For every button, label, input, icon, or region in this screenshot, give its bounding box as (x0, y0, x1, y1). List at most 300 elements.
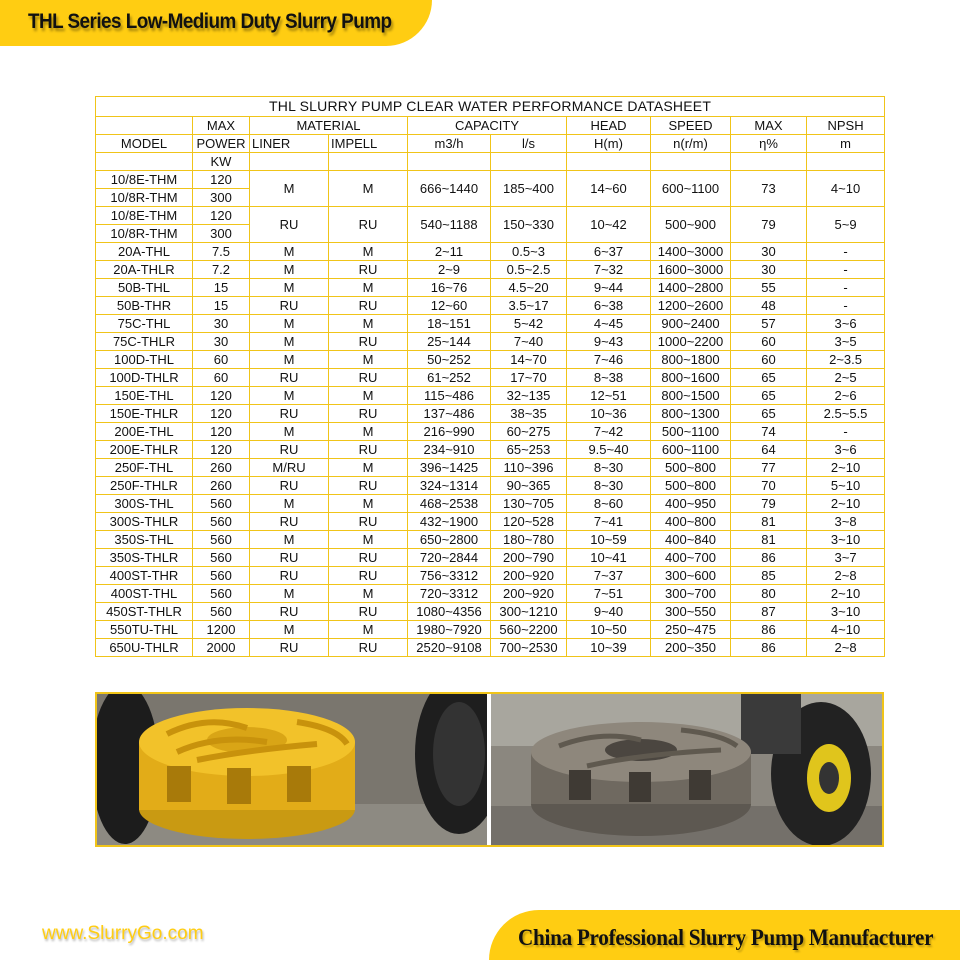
capacity-ls-cell: 150~330 (491, 207, 567, 243)
liner-cell: M (250, 585, 329, 603)
impell-cell: M (329, 423, 408, 441)
head-cell: 7~42 (567, 423, 651, 441)
efficiency-cell: 85 (731, 567, 807, 585)
power-cell: 260 (193, 477, 250, 495)
header-model: MODEL (96, 135, 193, 153)
capacity-ls-cell: 185~400 (491, 171, 567, 207)
footer-slogan: China Professional Slurry Pump Manufacturer (518, 925, 934, 950)
speed-cell: 1200~2600 (651, 297, 731, 315)
power-cell: 120 (193, 423, 250, 441)
head-cell: 10~59 (567, 531, 651, 549)
npsh-cell: 5~10 (807, 477, 885, 495)
head-cell: 7~41 (567, 513, 651, 531)
impell-cell: M (329, 171, 408, 207)
table-row (96, 639, 885, 657)
impell-cell: M (329, 315, 408, 333)
efficiency-cell: 48 (731, 297, 807, 315)
head-cell: 10~36 (567, 405, 651, 423)
efficiency-cell: 73 (731, 171, 807, 207)
model-cell: 450ST-THLR (96, 603, 193, 621)
head-cell: 9~44 (567, 279, 651, 297)
power-cell: 7.5 (193, 243, 250, 261)
npsh-cell: 5~9 (807, 207, 885, 243)
header-material: MATERIAL (250, 117, 408, 135)
capacity-m3h-cell: 720~2844 (408, 549, 491, 567)
npsh-cell: 3~5 (807, 333, 885, 351)
performance-datasheet (95, 96, 885, 657)
liner-cell: RU (250, 639, 329, 657)
efficiency-cell: 81 (731, 513, 807, 531)
power-cell: 15 (193, 279, 250, 297)
impell-cell: M (329, 585, 408, 603)
header-liner: LINER (250, 135, 329, 153)
speed-cell: 1600~3000 (651, 261, 731, 279)
table-row (96, 495, 885, 513)
table-title-row (96, 97, 885, 117)
impell-cell: M (329, 621, 408, 639)
capacity-ls-cell: 4.5~20 (491, 279, 567, 297)
npsh-cell: - (807, 279, 885, 297)
model-cell: 50B-THL (96, 279, 193, 297)
header-impell: IMPELL (329, 135, 408, 153)
header-hm: H(m) (567, 135, 651, 153)
npsh-cell: 2~10 (807, 459, 885, 477)
model-cell: 100D-THLR (96, 369, 193, 387)
speed-cell: 300~700 (651, 585, 731, 603)
model-cell: 300S-THLR (96, 513, 193, 531)
impell-cell: RU (329, 441, 408, 459)
model-cell: 650U-THLR (96, 639, 193, 657)
liner-cell: RU (250, 603, 329, 621)
capacity-m3h-cell: 1080~4356 (408, 603, 491, 621)
liner-cell: M (250, 171, 329, 207)
power-cell: 7.2 (193, 261, 250, 279)
table-row (96, 567, 885, 585)
capacity-m3h-cell: 2520~9108 (408, 639, 491, 657)
capacity-m3h-cell: 216~990 (408, 423, 491, 441)
impell-cell: RU (329, 603, 408, 621)
speed-cell: 300~550 (651, 603, 731, 621)
model-cell: 150E-THLR (96, 405, 193, 423)
header-row-3 (96, 153, 885, 171)
efficiency-cell: 64 (731, 441, 807, 459)
head-cell: 14~60 (567, 171, 651, 207)
capacity-ls-cell: 60~275 (491, 423, 567, 441)
capacity-m3h-cell: 50~252 (408, 351, 491, 369)
speed-cell: 400~840 (651, 531, 731, 549)
efficiency-cell: 65 (731, 387, 807, 405)
head-cell: 7~32 (567, 261, 651, 279)
header-ls: l/s (491, 135, 567, 153)
npsh-cell: 3~6 (807, 441, 885, 459)
model-cell: 350S-THLR (96, 549, 193, 567)
model-cell: 10/8R-THM (96, 189, 193, 207)
head-cell: 10~42 (567, 207, 651, 243)
table-row (96, 441, 885, 459)
npsh-cell: 2~8 (807, 567, 885, 585)
liner-cell: M (250, 261, 329, 279)
capacity-ls-cell: 180~780 (491, 531, 567, 549)
liner-cell: M (250, 243, 329, 261)
head-cell: 9.5~40 (567, 441, 651, 459)
model-cell: 100D-THL (96, 351, 193, 369)
power-cell: 30 (193, 315, 250, 333)
model-cell: 200E-THLR (96, 441, 193, 459)
model-cell: 10/8E-THM (96, 207, 193, 225)
capacity-ls-cell: 200~920 (491, 585, 567, 603)
impell-cell: M (329, 279, 408, 297)
header-speed: SPEED (651, 117, 731, 135)
header-kw: KW (193, 153, 250, 171)
liner-cell: M (250, 621, 329, 639)
capacity-m3h-cell: 2~9 (408, 261, 491, 279)
head-cell: 8~30 (567, 477, 651, 495)
header-max-power: MAX (193, 117, 250, 135)
capacity-m3h-cell: 2~11 (408, 243, 491, 261)
model-cell: 200E-THL (96, 423, 193, 441)
capacity-ls-cell: 130~705 (491, 495, 567, 513)
speed-cell: 500~800 (651, 459, 731, 477)
liner-cell: M (250, 279, 329, 297)
npsh-cell: 2~3.5 (807, 351, 885, 369)
npsh-cell: 4~10 (807, 171, 885, 207)
capacity-m3h-cell: 720~3312 (408, 585, 491, 603)
impell-cell: RU (329, 333, 408, 351)
npsh-cell: 2~10 (807, 585, 885, 603)
power-cell: 120 (193, 441, 250, 459)
model-cell: 400ST-THL (96, 585, 193, 603)
liner-cell: M (250, 495, 329, 513)
efficiency-cell: 30 (731, 261, 807, 279)
header-row-1 (96, 117, 885, 135)
impell-cell: M (329, 243, 408, 261)
website-link[interactable]: www.SlurryGo.com (42, 923, 204, 944)
header-nrm: n(r/m) (651, 135, 731, 153)
speed-cell: 800~1600 (651, 369, 731, 387)
liner-cell: RU (250, 297, 329, 315)
table-row (96, 369, 885, 387)
capacity-ls-cell: 200~920 (491, 567, 567, 585)
efficiency-cell: 60 (731, 333, 807, 351)
power-cell: 260 (193, 459, 250, 477)
capacity-ls-cell: 90~365 (491, 477, 567, 495)
capacity-ls-cell: 0.5~2.5 (491, 261, 567, 279)
capacity-m3h-cell: 25~144 (408, 333, 491, 351)
capacity-ls-cell: 120~528 (491, 513, 567, 531)
speed-cell: 400~700 (651, 549, 731, 567)
liner-cell: RU (250, 477, 329, 495)
yellow-impeller-photo (97, 694, 487, 845)
power-cell: 560 (193, 567, 250, 585)
liner-cell: RU (250, 207, 329, 243)
speed-cell: 800~1500 (651, 387, 731, 405)
power-cell: 300 (193, 189, 250, 207)
liner-cell: M (250, 387, 329, 405)
capacity-ls-cell: 560~2200 (491, 621, 567, 639)
capacity-ls-cell: 5~42 (491, 315, 567, 333)
table-row (96, 297, 885, 315)
efficiency-cell: 70 (731, 477, 807, 495)
power-cell: 30 (193, 333, 250, 351)
power-cell: 560 (193, 585, 250, 603)
table-row (96, 171, 885, 189)
npsh-cell: 3~8 (807, 513, 885, 531)
impell-cell: RU (329, 477, 408, 495)
impell-cell: M (329, 495, 408, 513)
table-row (96, 261, 885, 279)
model-cell: 150E-THL (96, 387, 193, 405)
model-cell: 20A-THLR (96, 261, 193, 279)
capacity-ls-cell: 38~35 (491, 405, 567, 423)
table-row (96, 315, 885, 333)
table-row (96, 531, 885, 549)
model-cell: 250F-THLR (96, 477, 193, 495)
speed-cell: 500~900 (651, 207, 731, 243)
liner-cell: M (250, 531, 329, 549)
npsh-cell: 2~5 (807, 369, 885, 387)
header-blank (491, 153, 567, 171)
table-row (96, 603, 885, 621)
efficiency-cell: 80 (731, 585, 807, 603)
model-cell: 50B-THR (96, 297, 193, 315)
capacity-ls-cell: 32~135 (491, 387, 567, 405)
efficiency-cell: 60 (731, 351, 807, 369)
header-blank (329, 153, 408, 171)
power-cell: 1200 (193, 621, 250, 639)
speed-cell: 400~950 (651, 495, 731, 513)
speed-cell: 1400~3000 (651, 243, 731, 261)
power-cell: 560 (193, 603, 250, 621)
impell-cell: RU (329, 207, 408, 243)
speed-cell: 900~2400 (651, 315, 731, 333)
capacity-m3h-cell: 12~60 (408, 297, 491, 315)
speed-cell: 400~800 (651, 513, 731, 531)
capacity-m3h-cell: 666~1440 (408, 171, 491, 207)
liner-cell: RU (250, 513, 329, 531)
power-cell: 560 (193, 531, 250, 549)
table-row (96, 477, 885, 495)
npsh-cell: 3~10 (807, 531, 885, 549)
head-cell: 6~37 (567, 243, 651, 261)
liner-cell: M/RU (250, 459, 329, 477)
capacity-m3h-cell: 756~3312 (408, 567, 491, 585)
impell-cell: RU (329, 549, 408, 567)
liner-cell: M (250, 351, 329, 369)
efficiency-cell: 55 (731, 279, 807, 297)
power-cell: 120 (193, 207, 250, 225)
impell-cell: RU (329, 369, 408, 387)
power-cell: 560 (193, 549, 250, 567)
head-cell: 8~38 (567, 369, 651, 387)
npsh-cell: 2~8 (807, 639, 885, 657)
npsh-cell: - (807, 297, 885, 315)
speed-cell: 200~350 (651, 639, 731, 657)
header-m3h: m3/h (408, 135, 491, 153)
npsh-cell: 2~6 (807, 387, 885, 405)
efficiency-cell: 79 (731, 495, 807, 513)
impell-cell: M (329, 459, 408, 477)
capacity-m3h-cell: 396~1425 (408, 459, 491, 477)
efficiency-cell: 74 (731, 423, 807, 441)
model-cell: 75C-THL (96, 315, 193, 333)
table-row (96, 585, 885, 603)
header-blank (96, 117, 193, 135)
speed-cell: 1400~2800 (651, 279, 731, 297)
head-cell: 8~30 (567, 459, 651, 477)
power-cell: 300 (193, 225, 250, 243)
capacity-m3h-cell: 432~1900 (408, 513, 491, 531)
impell-cell: M (329, 387, 408, 405)
table-row (96, 459, 885, 477)
npsh-cell: 4~10 (807, 621, 885, 639)
impell-cell: RU (329, 297, 408, 315)
liner-cell: RU (250, 567, 329, 585)
impell-cell: RU (329, 639, 408, 657)
model-cell: 10/8E-THM (96, 171, 193, 189)
table-row (96, 549, 885, 567)
capacity-ls-cell: 3.5~17 (491, 297, 567, 315)
efficiency-cell: 77 (731, 459, 807, 477)
liner-cell: RU (250, 405, 329, 423)
speed-cell: 1000~2200 (651, 333, 731, 351)
header-blank (807, 153, 885, 171)
impell-cell: RU (329, 405, 408, 423)
capacity-ls-cell: 700~2530 (491, 639, 567, 657)
npsh-cell: - (807, 423, 885, 441)
efficiency-cell: 65 (731, 405, 807, 423)
power-cell: 120 (193, 387, 250, 405)
table-row (96, 333, 885, 351)
header-power: POWER (193, 135, 250, 153)
header-head: HEAD (567, 117, 651, 135)
efficiency-cell: 81 (731, 531, 807, 549)
power-cell: 2000 (193, 639, 250, 657)
model-cell: 10/8R-THM (96, 225, 193, 243)
header-m: m (807, 135, 885, 153)
capacity-m3h-cell: 1980~7920 (408, 621, 491, 639)
table-title: THL SLURRY PUMP CLEAR WATER PERFORMANCE DATASHEET (96, 97, 885, 117)
capacity-m3h-cell: 650~2800 (408, 531, 491, 549)
speed-cell: 600~1100 (651, 171, 731, 207)
head-cell: 12~51 (567, 387, 651, 405)
capacity-m3h-cell: 324~1314 (408, 477, 491, 495)
liner-cell: RU (250, 369, 329, 387)
table-row (96, 621, 885, 639)
npsh-cell: 3~10 (807, 603, 885, 621)
table-row (96, 207, 885, 225)
head-cell: 4~45 (567, 315, 651, 333)
liner-cell: M (250, 315, 329, 333)
capacity-ls-cell: 7~40 (491, 333, 567, 351)
capacity-m3h-cell: 234~910 (408, 441, 491, 459)
capacity-m3h-cell: 115~486 (408, 387, 491, 405)
power-cell: 60 (193, 351, 250, 369)
table-row (96, 513, 885, 531)
efficiency-cell: 86 (731, 621, 807, 639)
npsh-cell: - (807, 243, 885, 261)
npsh-cell: - (807, 261, 885, 279)
liner-cell: RU (250, 549, 329, 567)
header-blank (250, 153, 329, 171)
capacity-ls-cell: 110~396 (491, 459, 567, 477)
model-cell: 550TU-THL (96, 621, 193, 639)
efficiency-cell: 30 (731, 243, 807, 261)
capacity-m3h-cell: 137~486 (408, 405, 491, 423)
head-cell: 10~41 (567, 549, 651, 567)
liner-cell: M (250, 423, 329, 441)
npsh-cell: 2~10 (807, 495, 885, 513)
npsh-cell: 3~6 (807, 315, 885, 333)
page-title: THL Series Low-Medium Duty Slurry Pump (28, 10, 392, 33)
power-cell: 15 (193, 297, 250, 315)
worn-impeller-photo (491, 694, 882, 845)
table-row (96, 351, 885, 369)
speed-cell: 250~475 (651, 621, 731, 639)
efficiency-cell: 87 (731, 603, 807, 621)
capacity-m3h-cell: 61~252 (408, 369, 491, 387)
model-cell: 300S-THL (96, 495, 193, 513)
impell-cell: RU (329, 567, 408, 585)
capacity-ls-cell: 17~70 (491, 369, 567, 387)
efficiency-cell: 79 (731, 207, 807, 243)
npsh-cell: 2.5~5.5 (807, 405, 885, 423)
header-blank (96, 153, 193, 171)
liner-cell: M (250, 333, 329, 351)
speed-cell: 800~1300 (651, 405, 731, 423)
speed-cell: 300~600 (651, 567, 731, 585)
speed-cell: 800~1800 (651, 351, 731, 369)
efficiency-cell: 86 (731, 549, 807, 567)
header-capacity: CAPACITY (408, 117, 567, 135)
capacity-ls-cell: 300~1210 (491, 603, 567, 621)
impell-cell: RU (329, 513, 408, 531)
head-cell: 7~37 (567, 567, 651, 585)
model-cell: 20A-THL (96, 243, 193, 261)
header-blank (731, 153, 807, 171)
head-cell: 10~50 (567, 621, 651, 639)
capacity-m3h-cell: 468~2538 (408, 495, 491, 513)
header-max-efficiency: MAX (731, 117, 807, 135)
speed-cell: 600~1100 (651, 441, 731, 459)
impell-cell: RU (329, 261, 408, 279)
impell-cell: M (329, 531, 408, 549)
header-blank (567, 153, 651, 171)
capacity-ls-cell: 0.5~3 (491, 243, 567, 261)
table-row (96, 387, 885, 405)
power-cell: 120 (193, 171, 250, 189)
head-cell: 9~40 (567, 603, 651, 621)
capacity-m3h-cell: 540~1188 (408, 207, 491, 243)
table-row (96, 243, 885, 261)
header-eta: η% (731, 135, 807, 153)
head-cell: 9~43 (567, 333, 651, 351)
efficiency-cell: 57 (731, 315, 807, 333)
model-cell: 250F-THL (96, 459, 193, 477)
head-cell: 6~38 (567, 297, 651, 315)
power-cell: 560 (193, 495, 250, 513)
header-blank (651, 153, 731, 171)
header-npsh: NPSH (807, 117, 885, 135)
model-cell: 75C-THLR (96, 333, 193, 351)
impell-cell: M (329, 351, 408, 369)
power-cell: 560 (193, 513, 250, 531)
head-cell: 8~60 (567, 495, 651, 513)
speed-cell: 500~1100 (651, 423, 731, 441)
capacity-ls-cell: 14~70 (491, 351, 567, 369)
head-cell: 10~39 (567, 639, 651, 657)
capacity-m3h-cell: 18~151 (408, 315, 491, 333)
head-cell: 7~46 (567, 351, 651, 369)
